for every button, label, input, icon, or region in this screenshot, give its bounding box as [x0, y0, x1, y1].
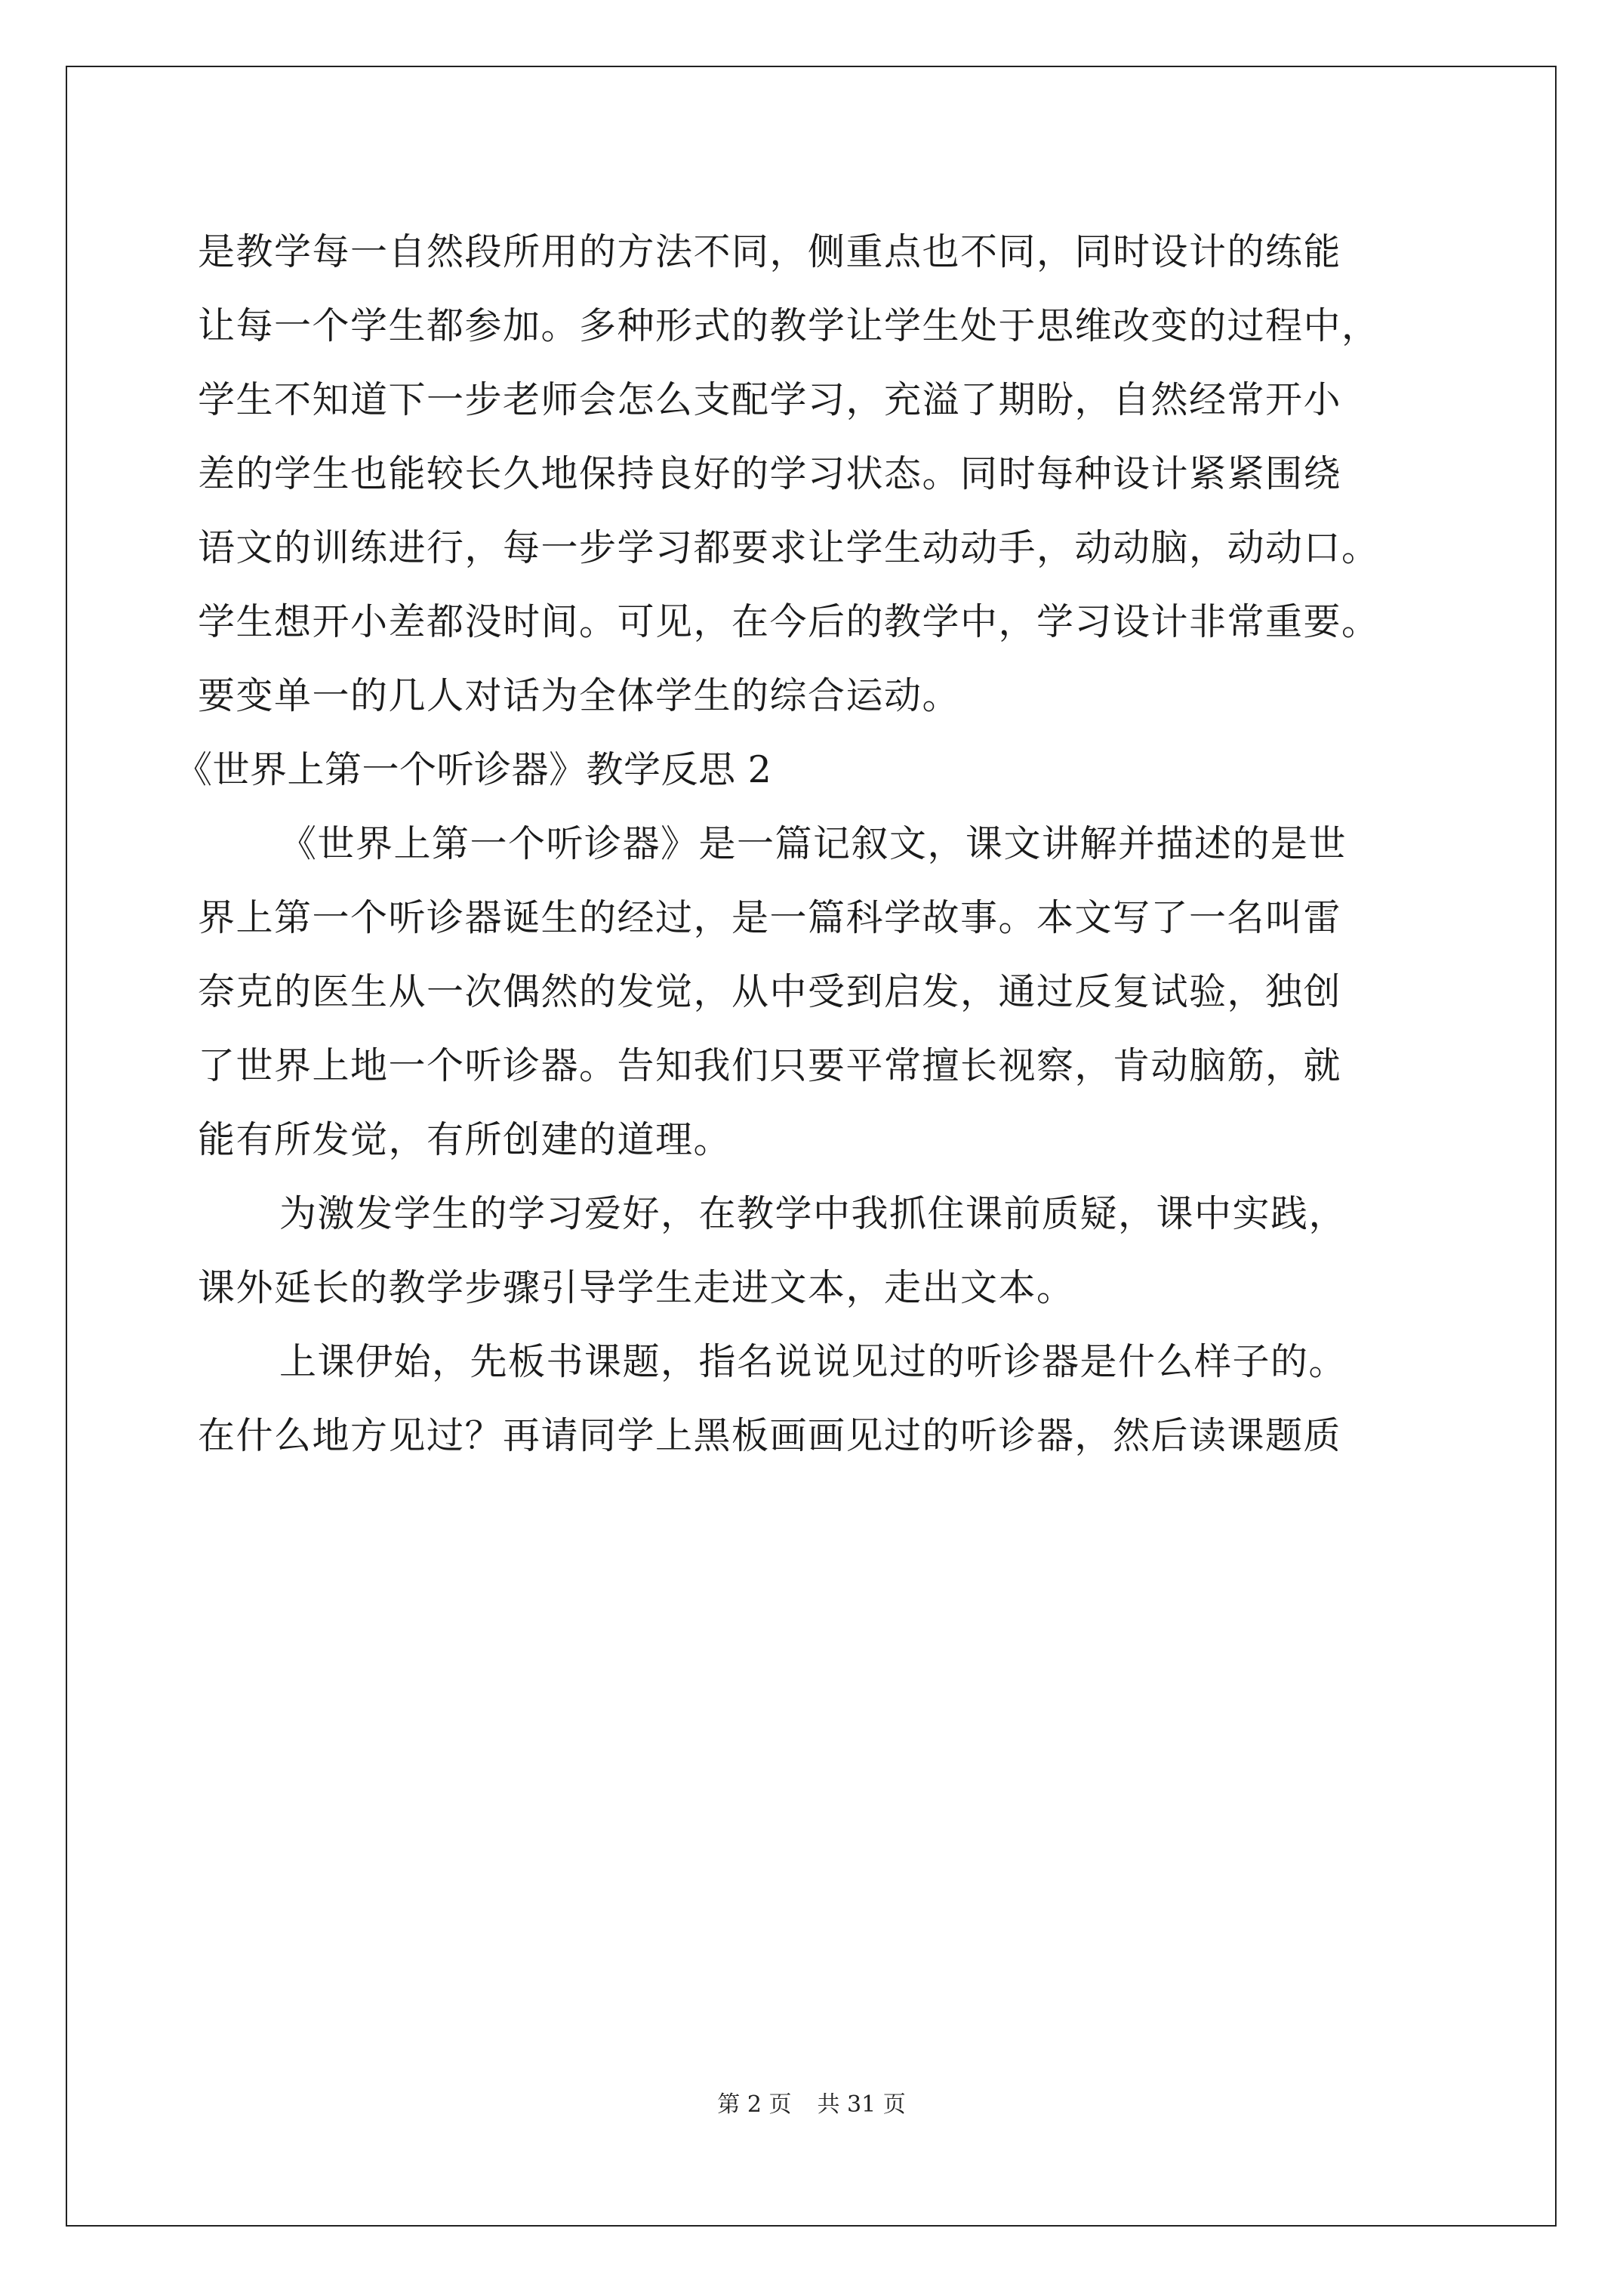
text-line: 学生不知道下一步老师会怎么支配学习，充溢了期盼，自然经常开小: [198, 378, 1342, 421]
paragraph-first-line: 《世界上第一个听诊器》是一篇记叙文，课文讲解并描述的是世: [279, 822, 1347, 865]
text-line: 是教学每一自然段所用的方法不同，侧重点也不同，同时设计的练能: [198, 230, 1342, 273]
page-number: 第 2 页: [717, 2091, 792, 2118]
page-footer: [0, 2090, 1623, 2120]
text-line: 在什么地方见过？再请同学上黑板画画见过的听诊器，然后读课题质: [198, 1414, 1342, 1457]
text-line: 能有所发觉，有所创建的道理。: [198, 1118, 732, 1161]
document-body: [175, 215, 1443, 1473]
text-line: 差的学生也能较长久地保持良好的学习状态。同时每种设计紧紧围绕: [198, 452, 1342, 495]
section-heading: 《世界上第一个听诊器》教学反思 2: [175, 748, 772, 791]
text-line: 界上第一个听诊器诞生的经过，是一篇科学故事。本文写了一名叫雷: [198, 896, 1342, 939]
page-total: 共 31 页: [817, 2091, 906, 2118]
text-line: 要变单一的几人对话为全体学生的综合运动。: [198, 674, 961, 717]
text-line: 奈克的医生从一次偶然的发觉，从中受到启发，通过反复试验，独创: [198, 970, 1342, 1013]
text-line: 了世界上地一个听诊器。告知我们只要平常擅长视察，肯动脑筋，就: [198, 1044, 1342, 1087]
paragraph-first-line: 上课伊始，先板书课题，指名说说见过的听诊器是什么样子的。: [279, 1340, 1347, 1383]
text-line: 课外延长的教学步骤引导学生走进文本，走出文本。: [198, 1266, 1075, 1309]
paragraph-first-line: 为激发学生的学习爱好，在教学中我抓住课前质疑，课中实践，: [279, 1192, 1347, 1235]
text-line: 学生想开小差都没时间。可见，在今后的教学中，学习设计非常重要。: [198, 600, 1380, 643]
text-line: 让每一个学生都参加。多种形式的教学让学生处于思维改变的过程中，: [198, 304, 1380, 347]
text-line: 语文的训练进行，每一步学习都要求让学生动动手，动动脑，动动口。: [198, 526, 1380, 569]
